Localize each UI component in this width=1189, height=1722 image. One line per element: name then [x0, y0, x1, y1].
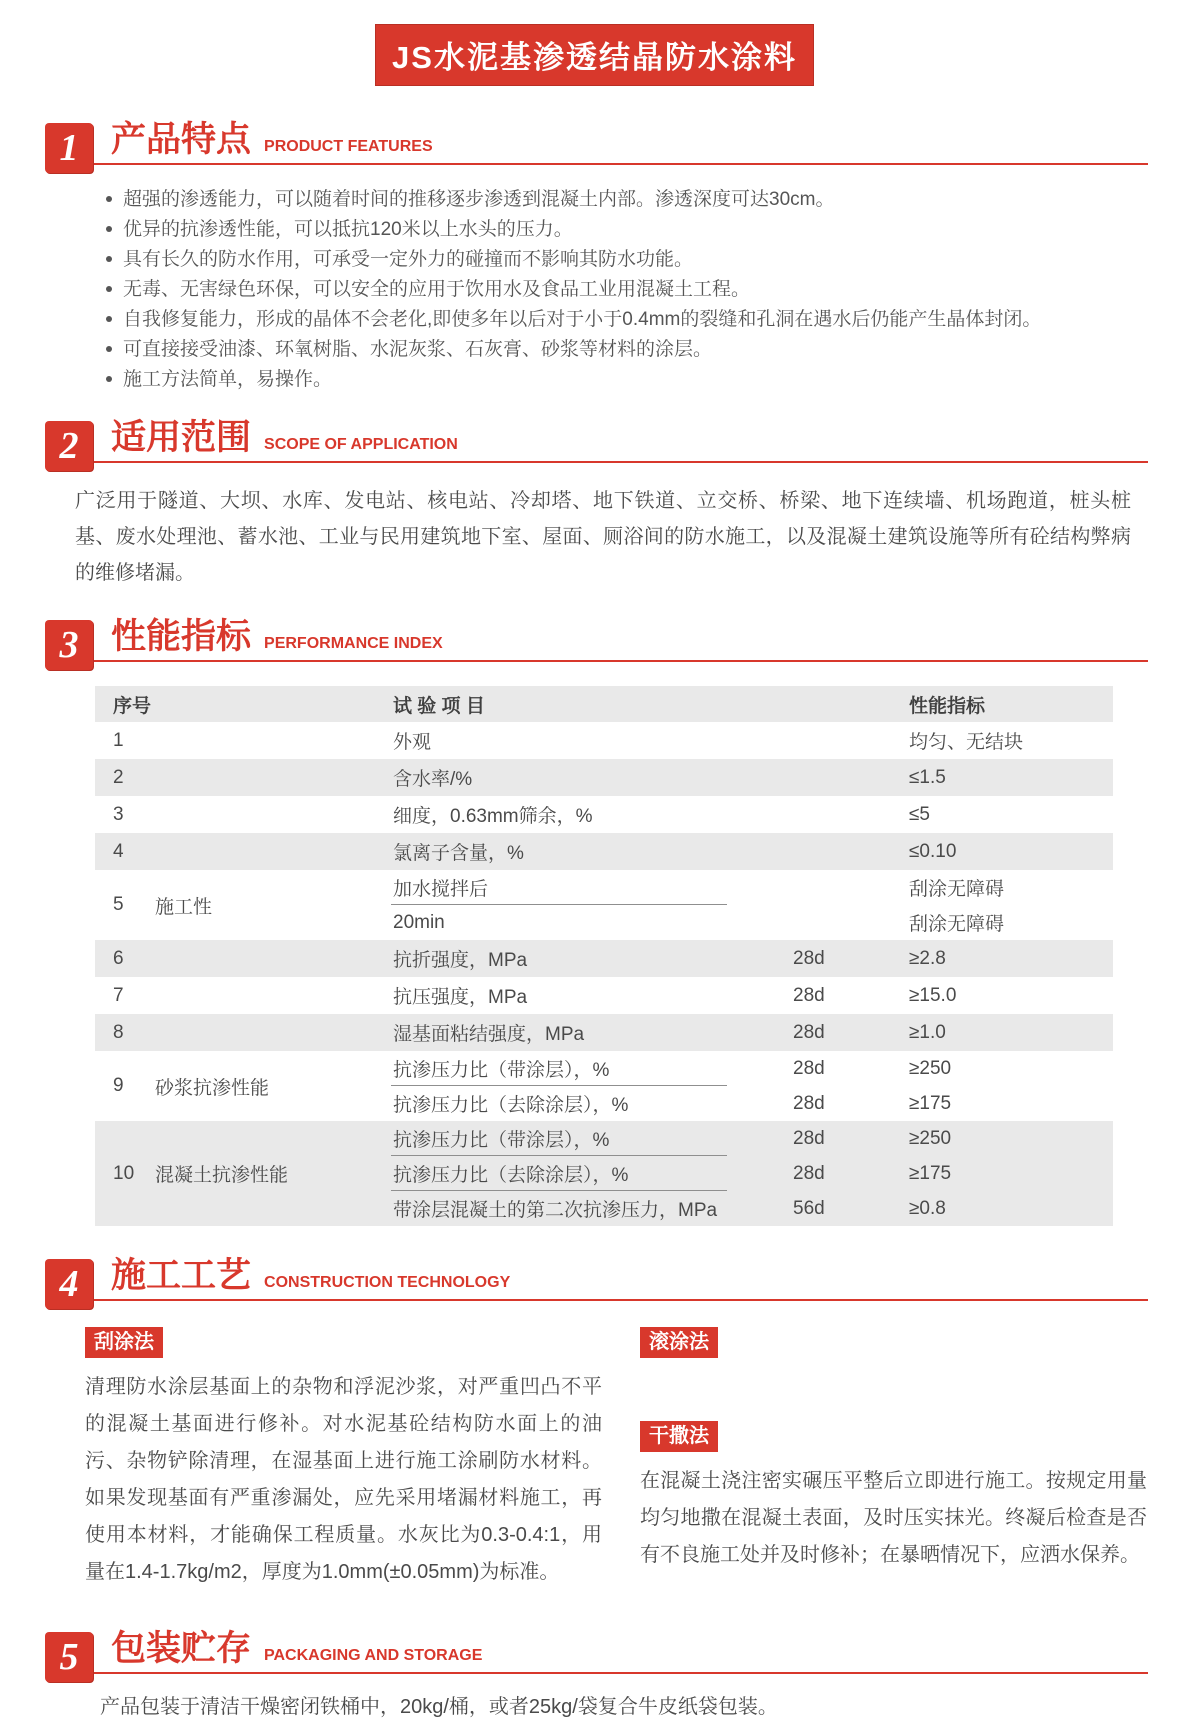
- test-item: 加水搅拌后: [393, 879, 489, 900]
- age: 28d: [793, 984, 825, 1006]
- index-value: ≤5: [909, 803, 930, 825]
- scope-paragraph: 广泛用于隧道、大坝、水库、发电站、核电站、冷却塔、地下铁道、立交桥、桥梁、地下连续墙、机场跑道，桩头桩基、废水处理池、蓄水池、工业与民用建筑地下室、屋面、厕浴间的防水施工，以及混凝土建筑设施等所有砼结构弊病的维修堵漏。: [75, 490, 1131, 584]
- table-row: [95, 1014, 1113, 1051]
- index-value: ≥0.8: [909, 1197, 946, 1219]
- test-item: 20min: [393, 911, 445, 933]
- age: 28d: [793, 1092, 825, 1114]
- section-5-header: [45, 1629, 1148, 1678]
- category: 施工性: [155, 896, 213, 918]
- section-2-title: 适用范围: [111, 418, 252, 457]
- section-3-number: 3: [45, 620, 93, 670]
- index-value: ≥175: [909, 1162, 952, 1184]
- row-number: 10: [113, 1162, 135, 1184]
- section-3-header: [45, 617, 1148, 666]
- section-2-number: 2: [45, 421, 93, 471]
- index-value: ≥2.8: [909, 947, 946, 969]
- test-item: 湿基面粘结强度，MPa: [393, 1024, 585, 1045]
- section-5-number: 5: [45, 1632, 93, 1682]
- table-row-merged: [95, 870, 1113, 940]
- row-number: 5: [113, 894, 124, 915]
- header-test-item: 试 验 项 目: [393, 695, 485, 717]
- section-4-header: [45, 1256, 1148, 1305]
- table-subrow: [391, 1156, 1113, 1191]
- construction-methods: [85, 1327, 1147, 1591]
- table-row-merged: [95, 1051, 1113, 1121]
- row-number: 9: [113, 1075, 124, 1096]
- test-item: 抗渗压力比（带涂层），%: [393, 1130, 610, 1151]
- feature-item: 自我修复能力，形成的晶体不会老化,即使多年以后对于小于0.4mm的裂缝和孔洞在遇水后仍能产生晶体封闭。: [106, 309, 1129, 330]
- section-1-title: 产品特点: [111, 120, 252, 159]
- index-value: 均匀、无结块: [909, 732, 1024, 753]
- scrape-method-paragraph: 清理防水涂层基面上的杂物和浮泥沙浆，对严重凹凸不平的混凝土基面进行修补。对水泥基砼结构防水面上的油污、杂物铲除清理，在湿基面上进行施工涂刷防水材料。如果发现基面有严重渗漏处，应先采用堵漏材料施工，再使用本材料，才能确保工程质量。水灰比为0.3-0.4:1，用量在1.4-1.7kg/m2，厚度为1.0mm(±0.05mm)为标准。: [85, 1376, 602, 1583]
- performance-table: [95, 686, 1113, 1226]
- method-roll-and-dry: [640, 1327, 1147, 1591]
- title-bar: [0, 24, 1189, 86]
- section-5-subtitle: PACKAGING AND STORAGE: [264, 1647, 483, 1664]
- table-subrow: [391, 905, 1113, 940]
- index-value: ≥15.0: [909, 984, 957, 1006]
- test-item: 细度，0.63mm筛余，%: [393, 806, 593, 827]
- table-row: [95, 833, 1113, 870]
- section-5-title: 包装贮存: [111, 1629, 252, 1668]
- section-2-subtitle: SCOPE OF APPLICATION: [264, 436, 458, 453]
- page-title: JS水泥基渗透结晶防水涂料: [375, 24, 814, 86]
- age: 28d: [793, 1127, 825, 1149]
- dry-method-badge: 干撒法: [640, 1421, 718, 1452]
- table-row: [95, 796, 1113, 833]
- table-subrow: [391, 1121, 1113, 1156]
- age: 28d: [793, 1021, 825, 1043]
- age: 56d: [793, 1197, 825, 1219]
- test-item: 抗压强度，MPa: [393, 987, 528, 1008]
- index-value: ≥175: [909, 1092, 952, 1114]
- feature-item: 可直接接受油漆、环氧树脂、水泥灰浆、石灰膏、砂浆等材料的涂层。: [106, 339, 1129, 360]
- age: 28d: [793, 1162, 825, 1184]
- index-value: ≤1.5: [909, 766, 946, 788]
- test-item: 抗折强度，MPa: [393, 950, 528, 971]
- row-number: 4: [113, 840, 124, 862]
- section-1-header: [45, 120, 1148, 169]
- table-header-row: [95, 686, 1113, 722]
- table-subrow: [391, 1191, 1113, 1226]
- packaging-paragraph: 产品包装于清洁干燥密闭铁桶中，20kg/桶，或者25kg/袋复合牛皮纸袋包装。: [100, 1696, 778, 1718]
- section-4-number: 4: [45, 1259, 93, 1309]
- row-number: 2: [113, 766, 124, 788]
- section-3-subtitle: PERFORMANCE INDEX: [264, 635, 443, 652]
- test-item: 带涂层混凝土的第二次抗渗压力，MPa: [393, 1200, 718, 1221]
- row-number: 3: [113, 803, 124, 825]
- feature-item: 施工方法简单，易操作。: [106, 369, 1129, 390]
- row-number: 1: [113, 729, 124, 751]
- feature-item: 无毒、无害绿色环保，可以安全的应用于饮用水及食品工业用混凝土工程。: [106, 279, 1129, 300]
- table-subrow: [391, 1086, 1113, 1121]
- section-3-title: 性能指标: [111, 617, 252, 656]
- header-index: 性能指标: [909, 695, 986, 717]
- test-item: 抗渗压力比（去除涂层），%: [393, 1165, 629, 1186]
- table-row-merged: [95, 1121, 1113, 1226]
- section-4-subtitle: CONSTRUCTION TECHNOLOGY: [264, 1274, 511, 1291]
- feature-item: 优异的抗渗透性能，可以抵抗120米以上水头的压力。: [106, 219, 1129, 240]
- method-scrape-coating: [85, 1327, 602, 1591]
- test-item: 抗渗压力比（带涂层），%: [393, 1060, 610, 1081]
- scrape-method-badge: 刮涂法: [85, 1327, 163, 1358]
- table-row: [95, 977, 1113, 1014]
- feature-item: 具有长久的防水作用，可承受一定外力的碰撞而不影响其防水功能。: [106, 249, 1129, 270]
- table-row: [95, 759, 1113, 796]
- index-value: ≥1.0: [909, 1021, 946, 1043]
- index-value: ≥250: [909, 1057, 952, 1079]
- row-number: 7: [113, 984, 124, 1006]
- feature-list: [106, 189, 1129, 390]
- index-value: 刮涂无障碍: [909, 914, 1005, 935]
- section-1-number: 1: [45, 123, 93, 173]
- index-value: ≤0.10: [909, 840, 957, 862]
- category: 混凝土抗渗性能: [155, 1165, 289, 1186]
- age: 28d: [793, 947, 825, 969]
- row-number: 6: [113, 947, 124, 969]
- section-2-header: [45, 418, 1148, 467]
- row-number: 8: [113, 1021, 124, 1043]
- dry-method-paragraph: 在混凝土浇注密实碾压平整后立即进行施工。按规定用量均匀地撒在混凝土表面，及时压实抹光。终凝后检查是否有不良施工处并及时修补；在暴晒情况下，应洒水保养。: [639, 1470, 1147, 1566]
- index-value: 刮涂无障碍: [909, 879, 1005, 900]
- section-1-subtitle: PRODUCT FEATURES: [264, 138, 433, 155]
- test-item: 外观: [393, 732, 432, 753]
- table-row: [95, 940, 1113, 977]
- table-subrow: [391, 1051, 1113, 1086]
- test-item: 氯离子含量，%: [393, 843, 524, 864]
- table-subrow: [391, 870, 1113, 905]
- header-no: 序号: [113, 695, 152, 717]
- category: 砂浆抗渗性能: [155, 1077, 270, 1099]
- roll-method-badge: 滚涂法: [640, 1327, 718, 1358]
- feature-item: 超强的渗透能力，可以随着时间的推移逐步渗透到混凝土内部。渗透深度可达30cm。: [106, 189, 1129, 210]
- test-item: 含水率/%: [393, 769, 473, 790]
- test-item: 抗渗压力比（去除涂层），%: [393, 1095, 629, 1116]
- section-4-title: 施工工艺: [111, 1256, 252, 1295]
- index-value: ≥250: [909, 1127, 952, 1149]
- table-row: [95, 722, 1113, 759]
- age: 28d: [793, 1057, 825, 1079]
